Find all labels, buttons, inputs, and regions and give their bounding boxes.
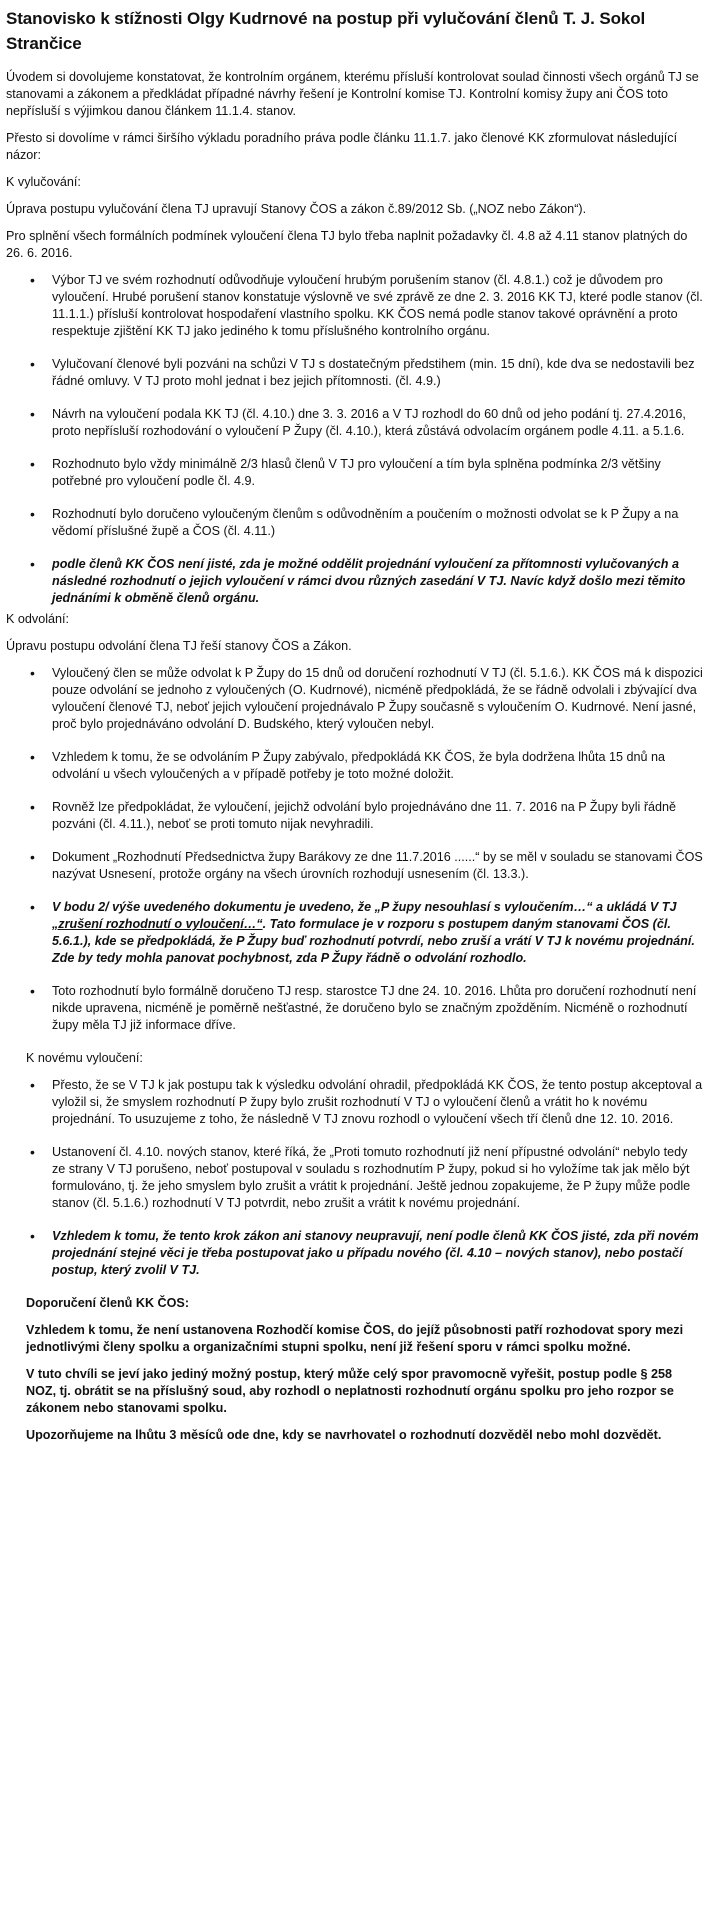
bullet-icon: • <box>30 749 35 765</box>
bullet-icon: • <box>30 665 35 681</box>
intro-paragraph-1: Úvodem si dovolujeme konstatovat, že kontrolním orgánem, kterému přísluší kontrolovat soulad činnosti všech orgánů TJ se stanovami a zákonem a předkládat případné návrhy řešení je Kontrolní komise TJ. Kontrolní komisy župy ani ČOS toto nepřísluší s výjimkou danou článkem 11.1.4. stanov. <box>6 70 699 118</box>
list-item: • Toto rozhodnutí bylo formálně doručeno TJ resp. starostce TJ dne 24. 10. 2016. Lhůta pro doručení rozhodnutí není nikde upravena, nicméně je poměrně nešťastné, že doručeno bylo se značným zpožděním. Nicméně o rozhodnutí župy měla TJ již informace dříve. <box>30 983 697 1032</box>
list-item: • Rozhodnuto bylo vždy minimálně 2/3 hlasů členů V TJ pro vyloučení a tím byla splněna podmínka 2/3 většiny potřebné pro vyloučení podle čl. 4.9. <box>30 456 661 488</box>
bullet-icon: • <box>30 356 35 372</box>
section-heading-nove-vylouceni: K novému vyloučení: <box>26 1051 143 1065</box>
list-item: • Vzhledem k tomu, že tento krok zákon ani stanovy neupravují, není podle členů KK ČOS jisté, zda při novém projednání stejné věci je třeba postupovat jako u případu nového (čl. 4.10 – nových stanov), nebo postačí postup, který zvolil V TJ. <box>30 1228 699 1277</box>
list-item: • Vzhledem k tomu, že se odvoláním P Župy zabývalo, předpokládá KK ČOS, že byla dodržena lhůta 15 dnů na odvolání u všech vyloučených a v případě potřeby je toto možné doložit. <box>30 749 666 781</box>
list-item: • Vylučovaní členové byli pozváni na schůzi V TJ s dostatečným předstihem (min. 15 dní), kde dva se nedostavili bez řádné omluvy. V TJ proto mohl jednat i bez jejich přítomnosti. (čl. 4.9.) <box>30 356 695 388</box>
bullet-icon: • <box>30 1228 35 1244</box>
intro-paragraph-2: Přesto si dovolíme v rámci širšího výkladu poradního práva podle článku 11.1.7. jako členové KK zformulovat následující názor: <box>6 131 678 162</box>
doporuceni-paragraph-2: V tuto chvíli se jeví jako jediný možný postup, který může celý spor pravomocně vyřešit, postup podle § 258 NOZ, tj. obrátit se na příslušný soud, aby rozhodl o neplatnosti rozhodnutí orgánu spolku pro jeho rozpor se zákonem nebo stanovami spolku. <box>26 1367 674 1415</box>
section-heading-odvolani: K odvolání: <box>6 612 70 626</box>
odvolani-bullet-list-b <box>6 799 703 1034</box>
vylucovani-paragraph-1: Úprava postupu vylučování člena TJ upravují Stanovy ČOS a zákon č.89/2012 Sb. („NOZ nebo Zákon“). <box>6 202 587 216</box>
section-heading-doporuceni: Doporučení členů KK ČOS: <box>26 1296 190 1310</box>
bullet-icon: • <box>30 1077 35 1093</box>
document-title: Stanovisko k stížnosti Olgy Kudrnové na postup při vylučování členů T. J. Sokol Strančice <box>6 9 646 53</box>
bullet-icon: • <box>30 506 35 522</box>
list-item: • Dokument „Rozhodnutí Předsednictva župy Barákovy ze dne 11.7.2016 ......“ by se měl v souladu se stanovami ČOS nazývat Usnesení, protože orgány na všech úrovních rozhodují usnesením (čl. 13.3.). <box>30 849 703 881</box>
list-item: • Výbor TJ ve svém rozhodnutí odůvodňuje vyloučení hrubým porušením stanov (čl. 4.8.1.) což je důvodem pro vyloučení. Hrubé porušení stanov konstatuje výslovně ve své zprávě ze dne 2. 3. 2016 KK TJ, které podle stanov (čl. 11.1.1.) přísluší kontrolovat hospodaření vlastního spolku. KK ČOS nemá podle stanov takové oprávnění a proto respektuje zjištění KK TJ jako jediného k tomu příslušného kontrolního orgánu. <box>30 272 703 338</box>
list-item: • podle členů KK ČOS není jisté, zda je možné oddělit projednání vyloučení za přítomnosti vylučovaných a následné rozhodnutí o jejich vyloučení v rámci dvou různých zasedání V TJ. Navíc když došlo mezi těmito jednáními k obměně členů orgánu. <box>30 556 686 605</box>
bullet-icon: • <box>30 272 35 288</box>
odvolani-bullet-list-a <box>6 665 703 783</box>
list-item: • Přesto, že se V TJ k jak postupu tak k výsledku odvolání ohradil, předpokládá KK ČOS, že tento postup akceptoval a vyložil si, že smyslem rozhodnutí P župy bylo zrušit rozhodnutí V TJ o vyloučení členů a vrátit ho k novému projednání. To usuzujeme z toho, že následně V TJ znovu rozhodl o vyloučení všech tří členů dne 12. 10. 2016. <box>30 1077 703 1126</box>
list-item: • Vyloučený člen se může odvolat k P Župy do 15 dnů od doručení rozhodnutí V TJ (čl. 5.1.6.). KK ČOS má k dispozici pouze odvolání se jednoho z vyloučených (O. Kudrnové), nicméně předpokládá, že se řádně odvolali i zbývající dva vyloučení členové TJ, neboť jejich vyloučení projednávalo P Župy současně s vyloučením O. Kudrnové. Není jasné, proč bylo projednáváno odvolání D. Budského, který vyloučen nebyl. <box>30 665 703 731</box>
bullet-icon: • <box>30 899 35 915</box>
list-item: • Návrh na vyloučení podala KK TJ (čl. 4.10.) dne 3. 3. 2016 a V TJ rozhodl do 60 dnů od jeho podání tj. 27.4.2016, proto nepřísluší rozhodování o vyloučení P Župy (čl. 4.10.), která zůstává odvolacím orgánem podle 4.11. a 5.1.6. <box>30 406 686 438</box>
bullet-icon: • <box>30 799 35 815</box>
list-item: • V bodu 2/ výše uvedeného dokumentu je uvedeno, že „P župy nesouhlasí s vyloučením…“ a ukládá V TJ „zrušení rozhodnutí o vyloučení…“. Tato formulace je v rozporu s postupem daným stanovami ČOS (čl. 5.6.1.), kde se předpokládá, že P Župy buď rozhodnutí potvrdí, nebo zruší a vrátí V TJ k novému projednání. Zde by tedy mohla panovat pochybnost, zda P Župy řádně o odvolání rozhodlo. <box>30 899 695 965</box>
bullet-icon: • <box>30 556 35 572</box>
list-item: • Rovněž lze předpokládat, že vyloučení, jejichž odvolání bylo projednáváno dne 11. 7. 2016 na P Župy byli řádně pozváni (čl. 4.11.), neboť se proti tomuto nijak nevyhradili. <box>30 799 677 831</box>
bullet-icon: • <box>30 406 35 422</box>
section-heading-vylucovani: K vylučování: <box>6 175 81 189</box>
vylucovani-bullet-list <box>6 272 703 607</box>
doporuceni-paragraph-3: Upozorňujeme na lhůtu 3 měsíců ode dne, kdy se navrhovatel o rozhodnutí dozvěděl nebo mohl dozvědět. <box>26 1428 662 1442</box>
list-item: • Rozhodnutí bylo doručeno vyloučeným členům s odůvodněním a poučením o možnosti odvolat se k P Župy a na vědomí příslušné župě a ČOS (čl. 4.11.) <box>30 506 679 538</box>
bullet-icon: • <box>30 983 35 999</box>
novemu-bullet-list <box>6 1077 703 1279</box>
odvolani-paragraph-1: Úpravu postupu odvolání člena TJ řeší stanovy ČOS a Zákon. <box>6 639 352 653</box>
bullet-icon: • <box>30 849 35 865</box>
doporuceni-paragraph-1: Vzhledem k tomu, že není ustanovena Rozhodčí komise ČOS, do jejíž působnosti patří rozhodovat spory mezi jednotlivými členy spolku a organizačními stupni spolku, není již řešení sporu v rámci spolku možné. <box>26 1323 684 1354</box>
bullet-icon: • <box>30 1144 35 1160</box>
bullet-icon: • <box>30 456 35 472</box>
vylucovani-paragraph-2: Pro splnění všech formálních podmínek vyloučení člena TJ bylo třeba naplnit požadavky čl. 4.8 až 4.11 stanov platných do 26. 6. 2016. <box>6 229 688 260</box>
list-item: • Ustanovení čl. 4.10. nových stanov, které říká, že „Proti tomuto rozhodnutí již není přípustné odvolání“ nebylo tedy ze strany V TJ porušeno, neboť postupoval v souladu s rozhodnutím P župy, pokud si ho vyložíme tak jak mělo být formulováno, tj. že jeho smyslem bylo zrušit a vrátit k projednání. Ještě jednou zopakujeme, že P župy může podle stanov (čl. 5.1.6.) rozhodnutí V TJ potvrdit, nebo zrušit a vrátit k novému projednání. <box>30 1144 691 1210</box>
